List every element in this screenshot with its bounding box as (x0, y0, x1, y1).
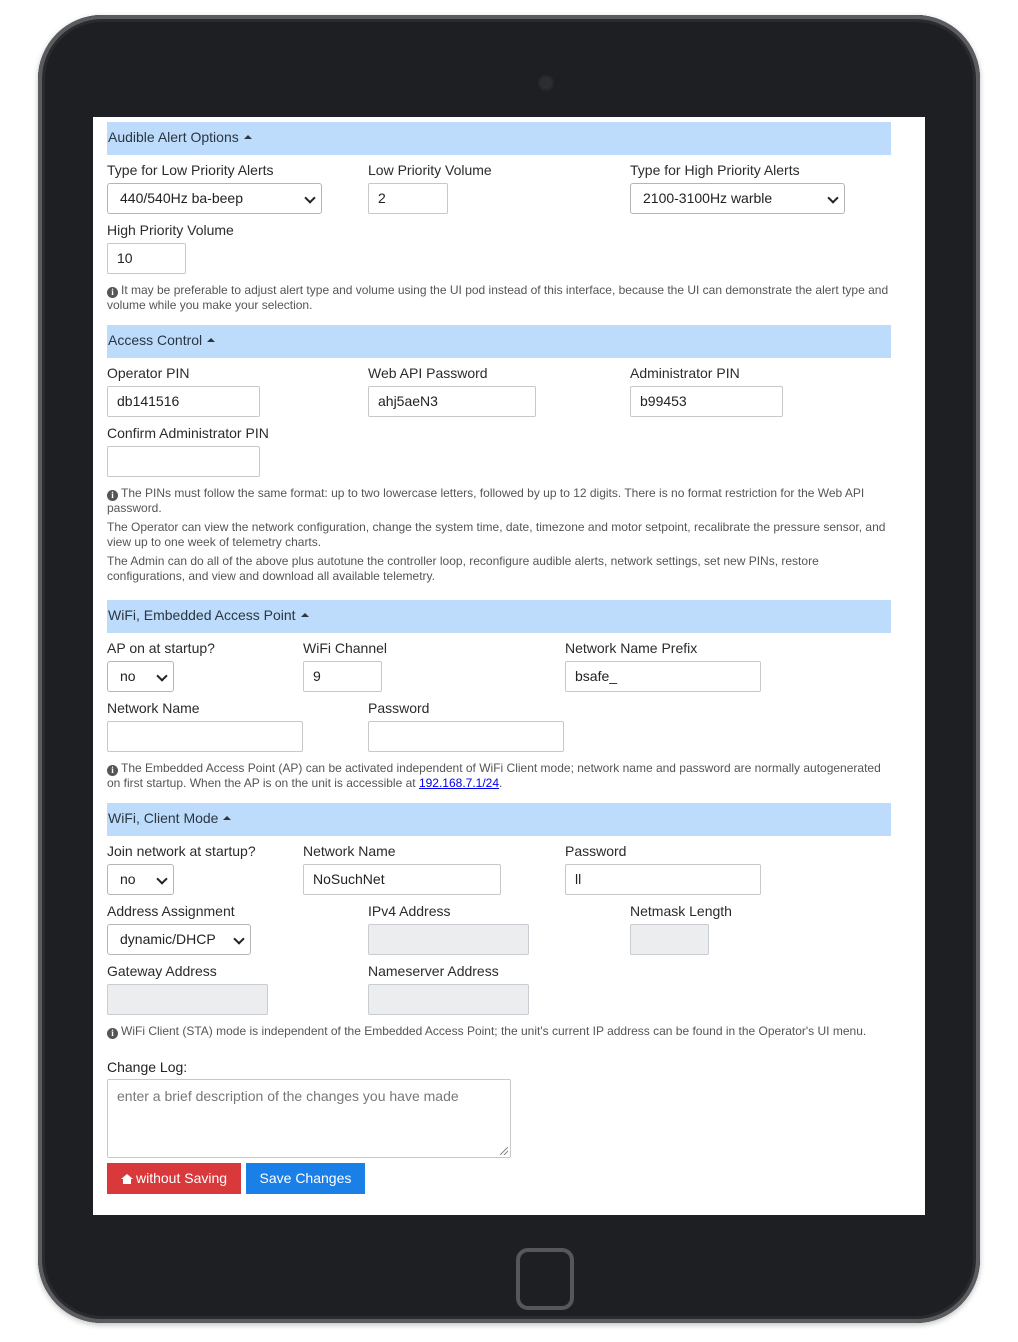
high-type-field (630, 161, 845, 214)
high-volume-field (107, 221, 234, 274)
section-title: Audible Alert Options (108, 129, 239, 145)
settings-form (107, 122, 891, 1194)
join-startup-field (107, 842, 256, 895)
chevron-down-icon (827, 192, 838, 203)
save-button-label: Save Changes (259, 1170, 352, 1186)
nameserver-label: Nameserver Address (368, 963, 499, 979)
operator-pin-label: Operator PIN (107, 365, 190, 381)
caret-up-icon (301, 613, 309, 617)
gateway-field (107, 962, 268, 1015)
ap-network-name-input[interactable] (107, 721, 303, 752)
ap-help-text: The Embedded Access Point (AP) can be activated independent of WiFi Client mode; network name and password are normally autogenerated on first startup. When the AP is on the unit is accessible at (107, 761, 881, 790)
ap-password-field (368, 699, 564, 752)
ap-password-label: Password (368, 700, 430, 716)
high-type-value: 2100-3100Hz warble (643, 190, 773, 206)
chevron-down-icon (156, 670, 167, 681)
access-help-1-text: The PINs must follow the same format: up to two lowercase letters, followed by up to 12 digits. There is no format restriction for the Web API password. (107, 486, 865, 515)
join-startup-label: Join network at startup? (107, 843, 256, 859)
section-title: Access Control (108, 332, 203, 348)
changelog-placeholder: enter a brief description of the changes you have made (117, 1088, 459, 1104)
audible-help-text: It may be preferable to adjust alert type and volume using the UI pod instead of this interface, because the UI can demonstrate the alert type and volume while you make your selection. (107, 283, 889, 312)
client-help-text: WiFi Client (STA) mode is independent of the Embedded Access Point; the unit's current IP address can be found in the Operator's UI menu. (121, 1024, 867, 1038)
exit-without-saving-button[interactable] (107, 1163, 241, 1194)
ap-address-link[interactable]: 192.168.7.1/24 (418, 776, 500, 790)
info-icon: i (107, 287, 118, 298)
high-volume-input[interactable]: 10 (107, 243, 186, 274)
ap-network-name-field (107, 699, 303, 752)
ap-startup-field (107, 639, 215, 692)
caret-up-icon (244, 135, 252, 139)
confirm-admin-pin-label: Confirm Administrator PIN (107, 425, 269, 441)
ipv4-label: IPv4 Address (368, 903, 451, 919)
netmask-field (630, 902, 732, 955)
ap-startup-label: AP on at startup? (107, 640, 215, 656)
action-buttons (107, 1163, 891, 1194)
operator-pin-field (107, 364, 260, 417)
section-title: WiFi, Embedded Access Point (108, 607, 296, 623)
admin-pin-input[interactable]: b99453 (630, 386, 783, 417)
client-password-input[interactable]: ll (565, 864, 761, 895)
high-type-select[interactable] (630, 183, 845, 214)
camera-icon (538, 75, 554, 91)
operator-pin-input[interactable]: db141516 (107, 386, 260, 417)
network-prefix-input[interactable]: bsafe_ (565, 661, 761, 692)
low-volume-label: Low Priority Volume (368, 162, 492, 178)
netmask-label: Netmask Length (630, 903, 732, 919)
client-network-name-label: Network Name (303, 843, 396, 859)
audible-row-2 (107, 221, 891, 281)
high-type-label: Type for High Priority Alerts (630, 162, 800, 178)
ap-help-end: . (499, 776, 503, 790)
section-header-client[interactable] (107, 803, 891, 836)
access-help-1 (107, 486, 891, 516)
exit-button-label: without Saving (136, 1170, 228, 1186)
low-type-field (107, 161, 322, 214)
ipv4-field (368, 902, 529, 955)
ap-help (107, 761, 891, 791)
network-prefix-label: Network Name Prefix (565, 640, 698, 656)
ap-network-name-label: Network Name (107, 700, 200, 716)
home-icon (121, 1174, 132, 1184)
low-volume-input[interactable]: 2 (368, 183, 448, 214)
audible-row-1 (107, 161, 891, 221)
info-icon: i (107, 490, 118, 501)
netmask-input (630, 924, 709, 955)
changelog-textarea[interactable] (107, 1079, 511, 1158)
ipv4-input (368, 924, 529, 955)
access-help (107, 486, 891, 584)
ap-password-input[interactable] (368, 721, 564, 752)
caret-up-icon (207, 338, 215, 342)
chevron-down-icon (233, 933, 244, 944)
client-password-field (565, 842, 761, 895)
info-icon: i (107, 1028, 118, 1039)
nameserver-field (368, 962, 529, 1015)
join-startup-select[interactable] (107, 864, 174, 895)
caret-up-icon (223, 816, 231, 820)
network-prefix-field (565, 639, 761, 692)
audible-help (107, 283, 891, 313)
address-assignment-field (107, 902, 251, 955)
web-api-password-field (368, 364, 536, 417)
ap-row-1 (107, 639, 891, 699)
low-type-select[interactable] (107, 183, 322, 214)
access-row-2 (107, 424, 891, 484)
info-icon: i (107, 765, 118, 776)
client-row-1 (107, 842, 891, 902)
join-startup-value: no (120, 871, 136, 887)
web-api-password-label: Web API Password (368, 365, 488, 381)
screen-bottom-edge (93, 1215, 925, 1217)
access-help-2: The Operator can view the network configuration, change the system time, date, timezone and motor setpoint, recalibrate the pressure sensor, and view up to one week of telemetry charts. (107, 520, 886, 549)
client-network-name-field (303, 842, 501, 895)
ap-startup-value: no (120, 668, 136, 684)
wifi-channel-label: WiFi Channel (303, 640, 388, 656)
client-row-2 (107, 902, 891, 962)
client-network-name-input[interactable]: NoSuchNet (303, 864, 501, 895)
client-row-3 (107, 962, 891, 1022)
confirm-admin-pin-input[interactable] (107, 446, 260, 477)
nameserver-input (368, 984, 529, 1015)
section-title: WiFi, Client Mode (108, 810, 219, 826)
wifi-channel-input[interactable]: 9 (303, 661, 382, 692)
gateway-input (107, 984, 268, 1015)
resize-handle-icon[interactable] (500, 1147, 508, 1155)
screen (93, 117, 925, 1217)
address-assignment-label: Address Assignment (107, 903, 235, 919)
ap-startup-select[interactable] (107, 661, 174, 692)
confirm-admin-pin-field (107, 424, 269, 477)
address-assignment-value: dynamic/DHCP (120, 931, 216, 947)
low-type-value: 440/540Hz ba-beep (120, 190, 243, 206)
section-header-ap[interactable] (107, 600, 891, 633)
wifi-channel-field (303, 639, 387, 692)
admin-pin-label: Administrator PIN (630, 365, 740, 381)
section-header-access[interactable] (107, 325, 891, 358)
chevron-down-icon (156, 873, 167, 884)
address-assignment-select[interactable] (107, 924, 251, 955)
low-volume-field (368, 161, 492, 214)
access-help-3: The Admin can do all of the above plus autotune the controller loop, reconfigure audible alerts, network settings, set new PINs, restore configurations, and view and download all available telemetry. (107, 554, 819, 583)
client-password-label: Password (565, 843, 627, 859)
client-help (107, 1024, 891, 1039)
web-api-password-input[interactable]: ahj5aeN3 (368, 386, 536, 417)
ap-row-2 (107, 699, 891, 759)
gateway-label: Gateway Address (107, 963, 217, 979)
home-button[interactable] (516, 1248, 574, 1310)
section-header-audible[interactable] (107, 122, 891, 155)
admin-pin-field (630, 364, 783, 417)
save-changes-button[interactable] (246, 1163, 366, 1194)
access-row-1 (107, 364, 891, 424)
low-type-label: Type for Low Priority Alerts (107, 162, 274, 178)
chevron-down-icon (304, 192, 315, 203)
high-volume-label: High Priority Volume (107, 222, 234, 238)
changelog-label: Change Log: (107, 1059, 188, 1075)
